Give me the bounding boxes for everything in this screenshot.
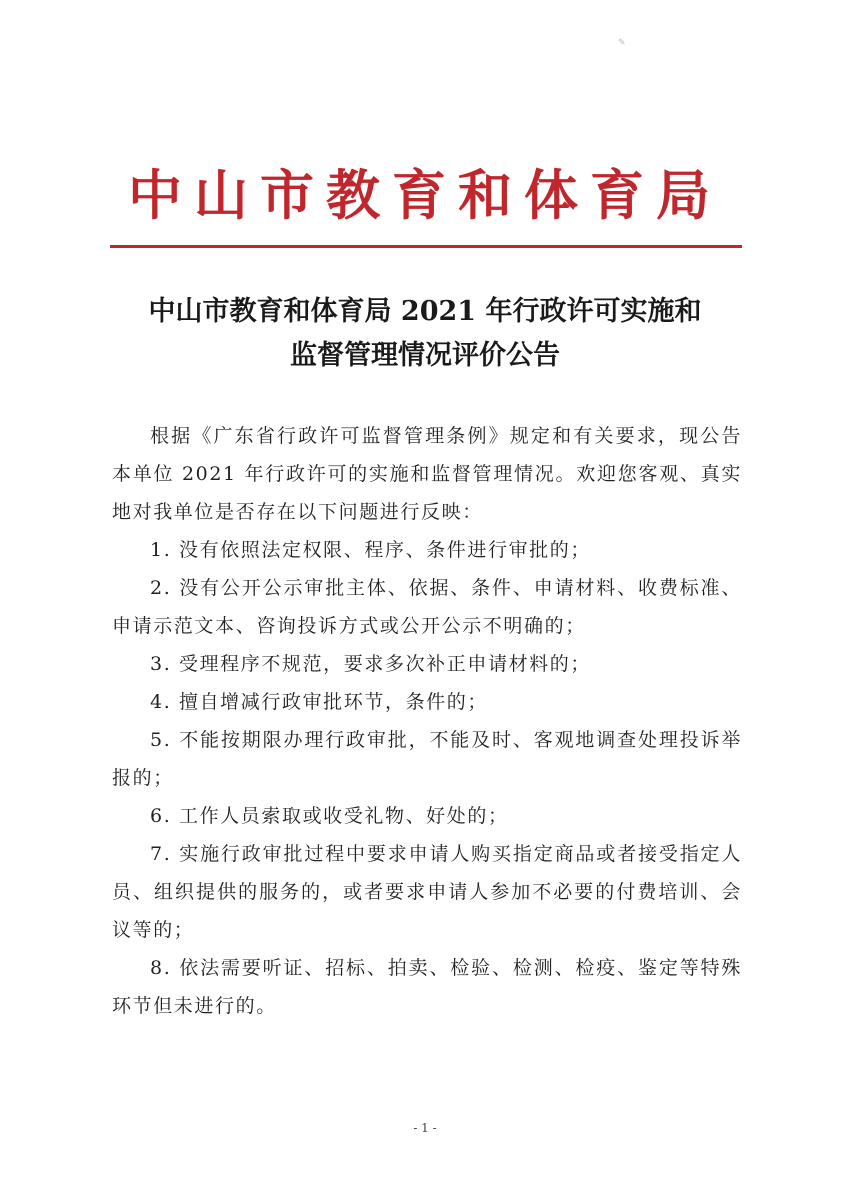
list-item: 8. 依法需要听证、招标、拍卖、检验、检测、检疫、鉴定等特殊环节但未进行的。	[112, 957, 742, 1017]
letterhead-red-rule	[110, 245, 742, 248]
list-item: 4. 擅自增减行政审批环节，条件的；	[150, 691, 488, 713]
document-body	[112, 417, 742, 1025]
intro-paragraph: 根据《广东省行政许可监督管理条例》规定和有关要求，现公告本单位 2021 年行政许可的实施和监督管理情况。欢迎您客观、真实地对我单位是否存在以下问题进行反映：	[112, 425, 742, 523]
list-item: 2. 没有公开公示审批主体、依据、条件、申请材料、收费标准、申请示范文本、咨询投诉方式或公开公示不明确的；	[112, 577, 742, 637]
document-title-line-1: 中山市教育和体育局 2021 年行政许可实施和	[148, 296, 702, 327]
document-title	[0, 290, 850, 378]
document-title-line-2: 监督管理情况评价公告	[290, 340, 560, 371]
list-item: 1. 没有依照法定权限、程序、条件进行审批的；	[150, 539, 591, 561]
list-item: 5. 不能按期限办理行政审批，不能及时、客观地调查处理投诉举报的；	[112, 729, 742, 789]
agency-letterhead-title: 中山市教育和体育局	[128, 163, 722, 227]
page-number: - 1 -	[413, 1121, 437, 1135]
list-item: 6. 工作人员索取或收受礼物、好处的；	[150, 805, 509, 827]
list-item: 7. 实施行政审批过程中要求申请人购买指定商品或者接受指定人员、组织提供的服务的，或者要求申请人参加不必要的付费培训、会议等的；	[112, 843, 742, 941]
list-item: 3. 受理程序不规范，要求多次补正申请材料的；	[150, 653, 591, 675]
scan-mark: ✎	[618, 38, 626, 48]
